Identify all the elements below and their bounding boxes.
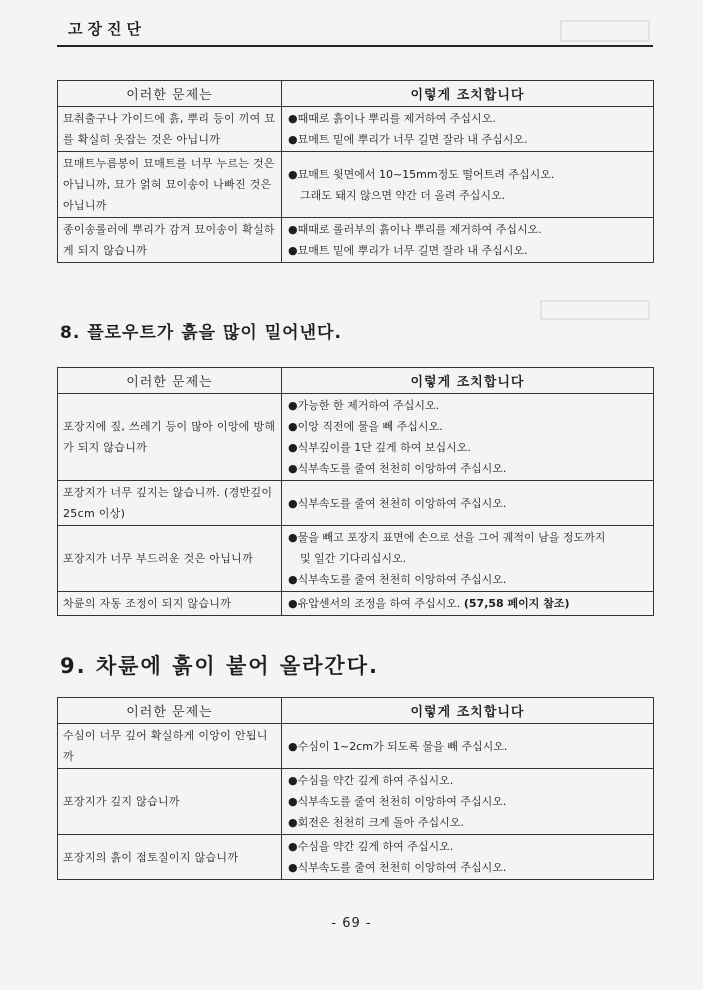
table-row (58, 835, 654, 880)
table-row (58, 481, 654, 526)
solution-line: ●묘매트 밑에 뿌리가 너무 길면 잘라 내 주십시오. (288, 244, 528, 257)
problem-cell: 포장지에 짚, 쓰레기 등이 많아 이앙에 방해가 되지 않습니까 (58, 394, 282, 481)
problem-cell: 종이송롤러에 뿌리가 감겨 묘이송이 확실하게 되지 않습니까 (58, 218, 282, 263)
column-header-problem: 이러한 문제는 (58, 698, 282, 724)
column-header-solution: 이렇게 조치합니다 (282, 368, 654, 394)
solution-line: ●수심이 1~2cm가 되도록 물을 빼 주십시오. (288, 739, 508, 753)
solution-cell (282, 107, 654, 152)
solution-cell (282, 724, 654, 769)
solution-line: ●수심을 약간 깊게 하여 주십시오. (288, 774, 454, 787)
solution-line: ●식부속도를 줄여 천천히 이앙하여 주십시오. (288, 861, 507, 874)
table-row (58, 107, 654, 152)
table-row (58, 152, 654, 218)
solution-text: ●유압센서의 조정을 하여 주십시오. (288, 597, 464, 610)
solution-line (288, 593, 648, 614)
column-header-problem: 이러한 문제는 (58, 81, 282, 107)
solution-line: ●식부깊이를 1단 깊게 하여 보십시오. (288, 441, 471, 454)
table-row (58, 526, 654, 592)
table-row (58, 592, 654, 616)
solution-line: ●수심을 약간 깊게 하여 주십시오. (288, 840, 454, 853)
solution-cell (282, 769, 654, 835)
section-9-title: 9. 차륜에 흙이 붙어 올라간다. (60, 654, 379, 678)
solution-cell (282, 152, 654, 218)
solution-line: ●식부속도를 줄여 천천히 이앙하여 주십시오. (288, 573, 507, 586)
problem-cell: 차륜의 자동 조정이 되지 않습니까 (58, 592, 282, 616)
page-header-title: 고장진단 (68, 20, 146, 38)
column-header-solution: 이렇게 조치합니다 (282, 81, 654, 107)
header-rule (57, 45, 653, 47)
column-header-problem: 이러한 문제는 (58, 368, 282, 394)
solution-cell (282, 835, 654, 880)
problem-cell: 포장지의 흙이 점토질이지 않습니까 (58, 835, 282, 880)
table-row (58, 769, 654, 835)
problem-cell: 포장지가 깊지 않습니까 (58, 769, 282, 835)
solution-line: ●때때로 흙이나 뿌리를 제거하여 주십시오. (288, 112, 496, 125)
column-header-solution: 이렇게 조치합니다 (282, 698, 654, 724)
solution-line: ●이앙 직전에 물을 뻬 주십시오. (288, 420, 443, 433)
solution-line: 및 일간 기다리십시오. (300, 552, 407, 565)
troubleshoot-table-8 (57, 367, 654, 616)
solution-line: ●식부속도를 줄여 천천히 이앙하여 주십시오. (288, 462, 507, 475)
solution-line: ●가능한 한 제거하여 주십시오. (288, 399, 440, 412)
page-number: - 69 - (331, 916, 372, 931)
solution-line: ●물을 빼고 포장지 표면에 손으로 선을 그어 궤적이 남을 정도까지 (288, 531, 606, 544)
table-row (58, 724, 654, 769)
problem-cell: 묘취출구나 가이드에 흙, 뿌리 등이 끼여 묘를 확실히 옷잡는 것은 아닙니까 (58, 107, 282, 152)
solution-line: 그래도 돼지 않으면 약간 더 올려 주십시오. (300, 188, 506, 202)
solution-cell (282, 394, 654, 481)
bleed-through-block (560, 20, 650, 42)
problem-cell: 포장지가 너무 부드러운 것은 아닙니까 (58, 526, 282, 592)
problem-cell: 묘매트누름봉이 묘매트를 너무 누르는 것은 아닙니까, 묘가 얽혀 묘이송이 나빠진 것은 아닙니까 (58, 152, 282, 218)
solution-line: ●묘매트 윗면에서 10~15mm정도 떨어트려 주십시오. (288, 167, 555, 181)
section-8-title: 8. 플로우트가 흙을 많이 밀어낸다. (60, 323, 342, 343)
problem-cell: 수심이 너무 깊어 확실하게 이앙이 안됩니까 (58, 724, 282, 769)
solution-cell (282, 218, 654, 263)
table-row (58, 218, 654, 263)
page-reference: (57,58 페이지 참조) (463, 597, 570, 610)
problem-cell: 포장지가 너무 깊지는 않습니까. (경반깊이 25cm 이상) (58, 481, 282, 526)
solution-line: ●때때로 롤러부의 흙이나 뿌리를 제거하여 주십시오. (288, 223, 542, 236)
solution-line: ●회전은 천천히 크게 돌아 주십시오. (288, 816, 464, 829)
solution-cell (282, 526, 654, 592)
solution-line: ●식부속도를 줄여 천천히 이앙하여 주십시오. (288, 496, 507, 510)
troubleshoot-table-1 (57, 80, 654, 263)
solution-line: ●식부속도를 줄여 천천히 이앙하여 주십시오. (288, 795, 507, 808)
solution-line: ●묘메트 밑에 뿌리가 너무 길면 잘라 내 주십시오. (288, 133, 528, 146)
table-row (58, 394, 654, 481)
bleed-through-block (540, 300, 650, 320)
solution-cell (282, 592, 654, 616)
troubleshoot-table-9 (57, 697, 654, 880)
solution-cell (282, 481, 654, 526)
